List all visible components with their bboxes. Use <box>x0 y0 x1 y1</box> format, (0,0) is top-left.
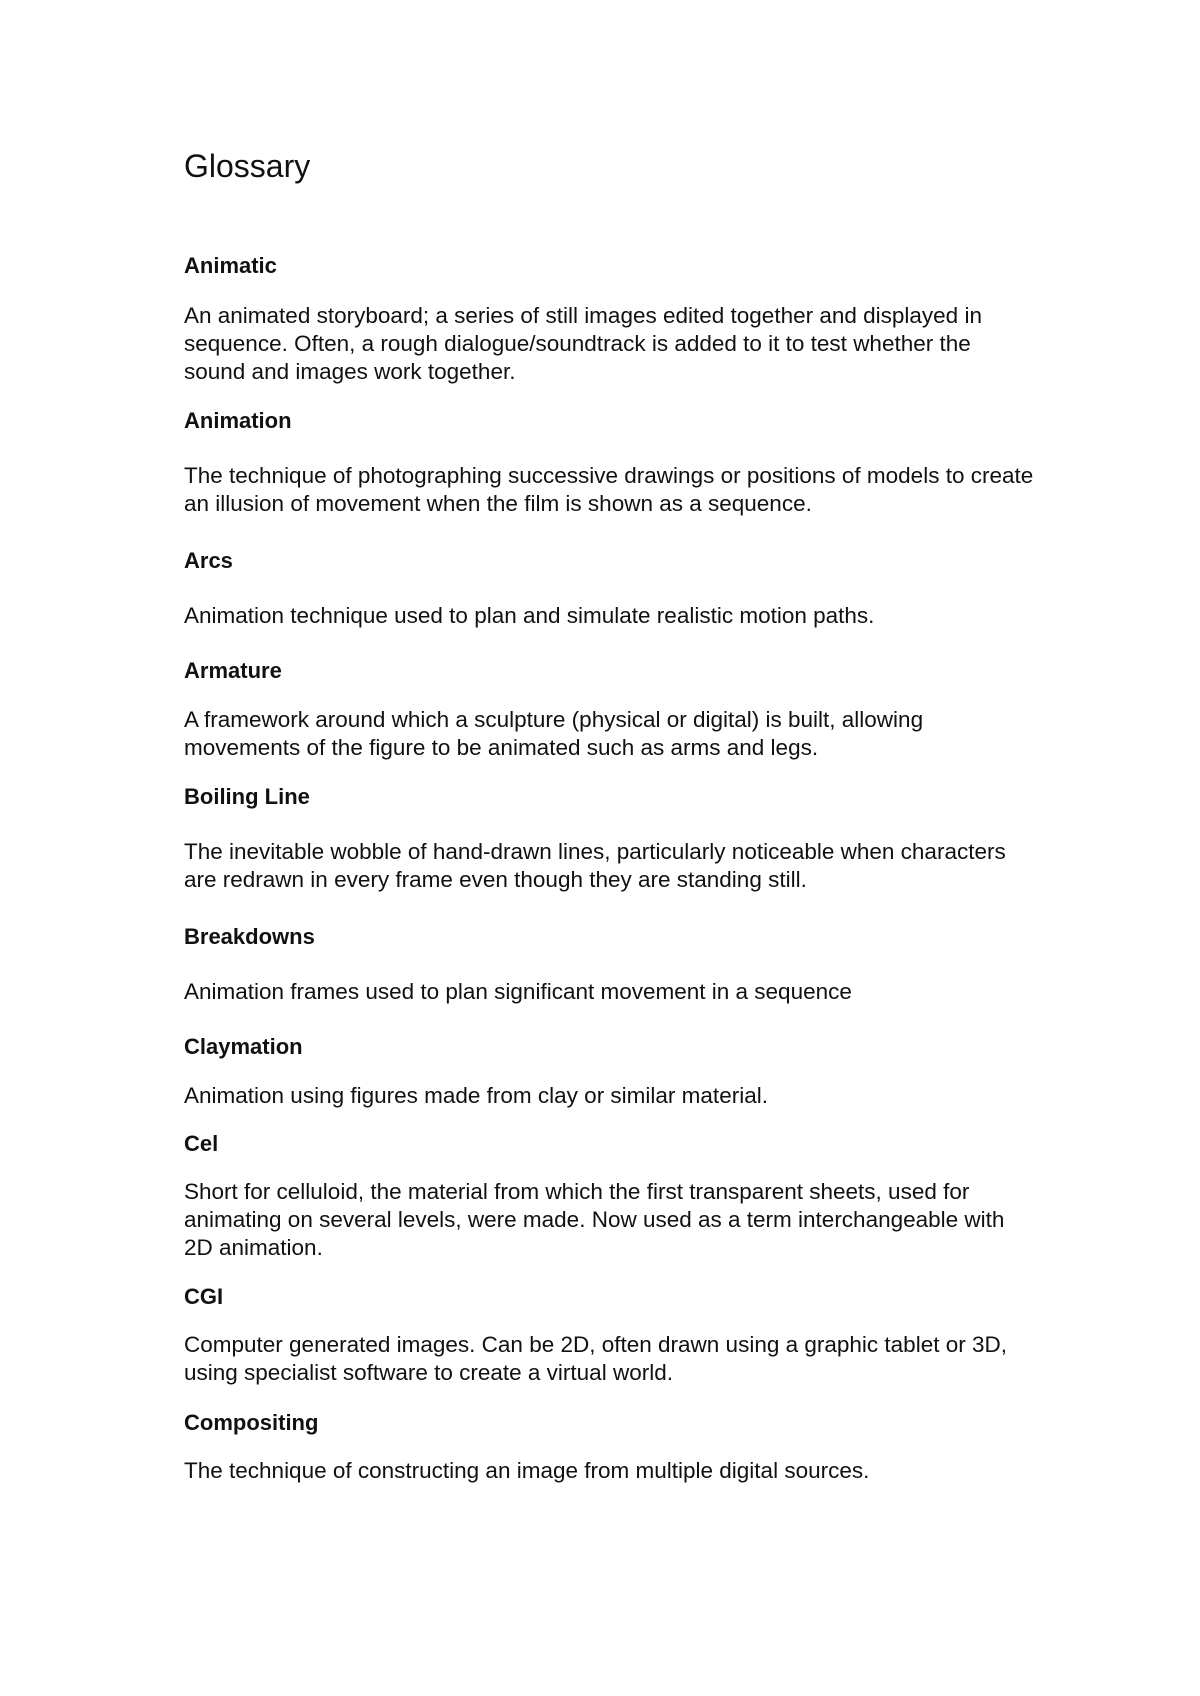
glossary-definition: Animation technique used to plan and simulate realistic motion paths. <box>184 603 875 628</box>
glossary-term: Boiling Line <box>184 784 310 809</box>
glossary-term: Compositing <box>184 1410 319 1435</box>
glossary-definition: Short for celluloid, the material from which the first transparent sheets, used for animating on several levels, were made. Now used as a term interchangeable with 2D animation. <box>184 1179 1005 1260</box>
page-title: Glossary <box>184 148 311 184</box>
glossary-term: Animation <box>184 408 292 433</box>
glossary-definition: An animated storyboard; a series of still images edited together and displayed in sequence. Often, a rough dialogue/soundtrack is added to it to test whether the sound and images work together. <box>184 303 982 384</box>
glossary-term: CGI <box>184 1284 224 1309</box>
glossary-definition: Computer generated images. Can be 2D, often drawn using a graphic tablet or 3D, using specialist software to create a virtual world. <box>184 1332 1007 1385</box>
glossary-term: Claymation <box>184 1034 303 1059</box>
glossary-definition: The technique of constructing an image from multiple digital sources. <box>184 1458 870 1483</box>
glossary-definition: Animation frames used to plan significant movement in a sequence <box>184 979 852 1004</box>
glossary-term: Breakdowns <box>184 924 315 949</box>
glossary-term: Arcs <box>184 548 233 573</box>
glossary-definition: The inevitable wobble of hand-drawn lines, particularly noticeable when characters are redrawn in every frame even though they are standing still. <box>184 839 1006 892</box>
glossary-term: Armature <box>184 658 282 683</box>
glossary-term: Animatic <box>184 253 277 278</box>
glossary-definition: A framework around which a sculpture (physical or digital) is built, allowing movements of the figure to be animated such as arms and legs. <box>184 707 924 760</box>
glossary-term: Cel <box>184 1131 219 1156</box>
glossary-definition: Animation using figures made from clay or similar material. <box>184 1083 768 1108</box>
glossary-definition: The technique of photographing successive drawings or positions of models to create an illusion of movement when the film is shown as a sequence. <box>184 463 1034 516</box>
